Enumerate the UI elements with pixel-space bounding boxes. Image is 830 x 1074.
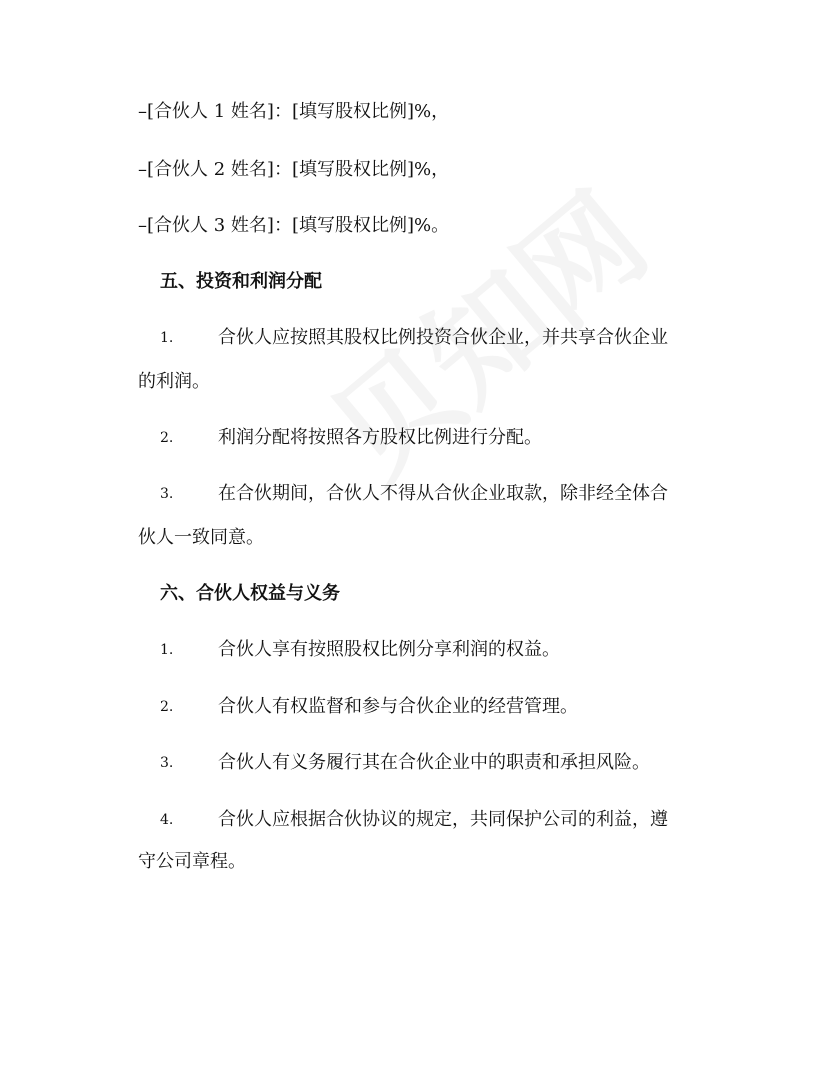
list-number: 1.	[160, 330, 174, 346]
list-item: 利润分配将按照各方股权比例进行分配。	[218, 427, 542, 448]
share-line-3: –[合伙人 3 姓名]：[填写股权比例]%。	[138, 215, 450, 236]
list-item: 合伙人享有按照股权比例分享利润的权益。	[218, 639, 560, 660]
list-item-continuation: 守公司章程。	[138, 851, 246, 872]
list-item: 在合伙期间，合伙人不得从合伙企业取款，除非经全体合	[218, 483, 668, 504]
share-line-1: –[合伙人 1 姓名]：[填写股权比例]%，	[138, 101, 450, 122]
list-item: 合伙人应根据合伙协议的规定，共同保护公司的利益，遵	[218, 809, 668, 830]
list-item: 合伙人有权监督和参与合伙企业的经营管理。	[218, 696, 578, 717]
list-number: 2.	[160, 430, 174, 446]
list-item: 合伙人有义务履行其在合伙企业中的职责和承担风险。	[218, 752, 650, 773]
list-item-continuation: 伙人一致同意。	[138, 527, 264, 548]
list-number: 3.	[160, 755, 174, 771]
list-number: 4.	[160, 812, 174, 828]
list-number: 3.	[160, 486, 174, 502]
list-number: 2.	[160, 699, 174, 715]
section-5-title: 五、投资和利润分配	[160, 271, 322, 292]
list-number: 1.	[160, 642, 174, 658]
list-item-continuation: 的利润。	[138, 371, 210, 392]
share-line-2: –[合伙人 2 姓名]：[填写股权比例]%，	[138, 159, 450, 180]
section-6-title: 六、合伙人权益与义务	[160, 583, 340, 604]
list-item: 合伙人应按照其股权比例投资合伙企业，并共享合伙企业	[218, 327, 668, 348]
